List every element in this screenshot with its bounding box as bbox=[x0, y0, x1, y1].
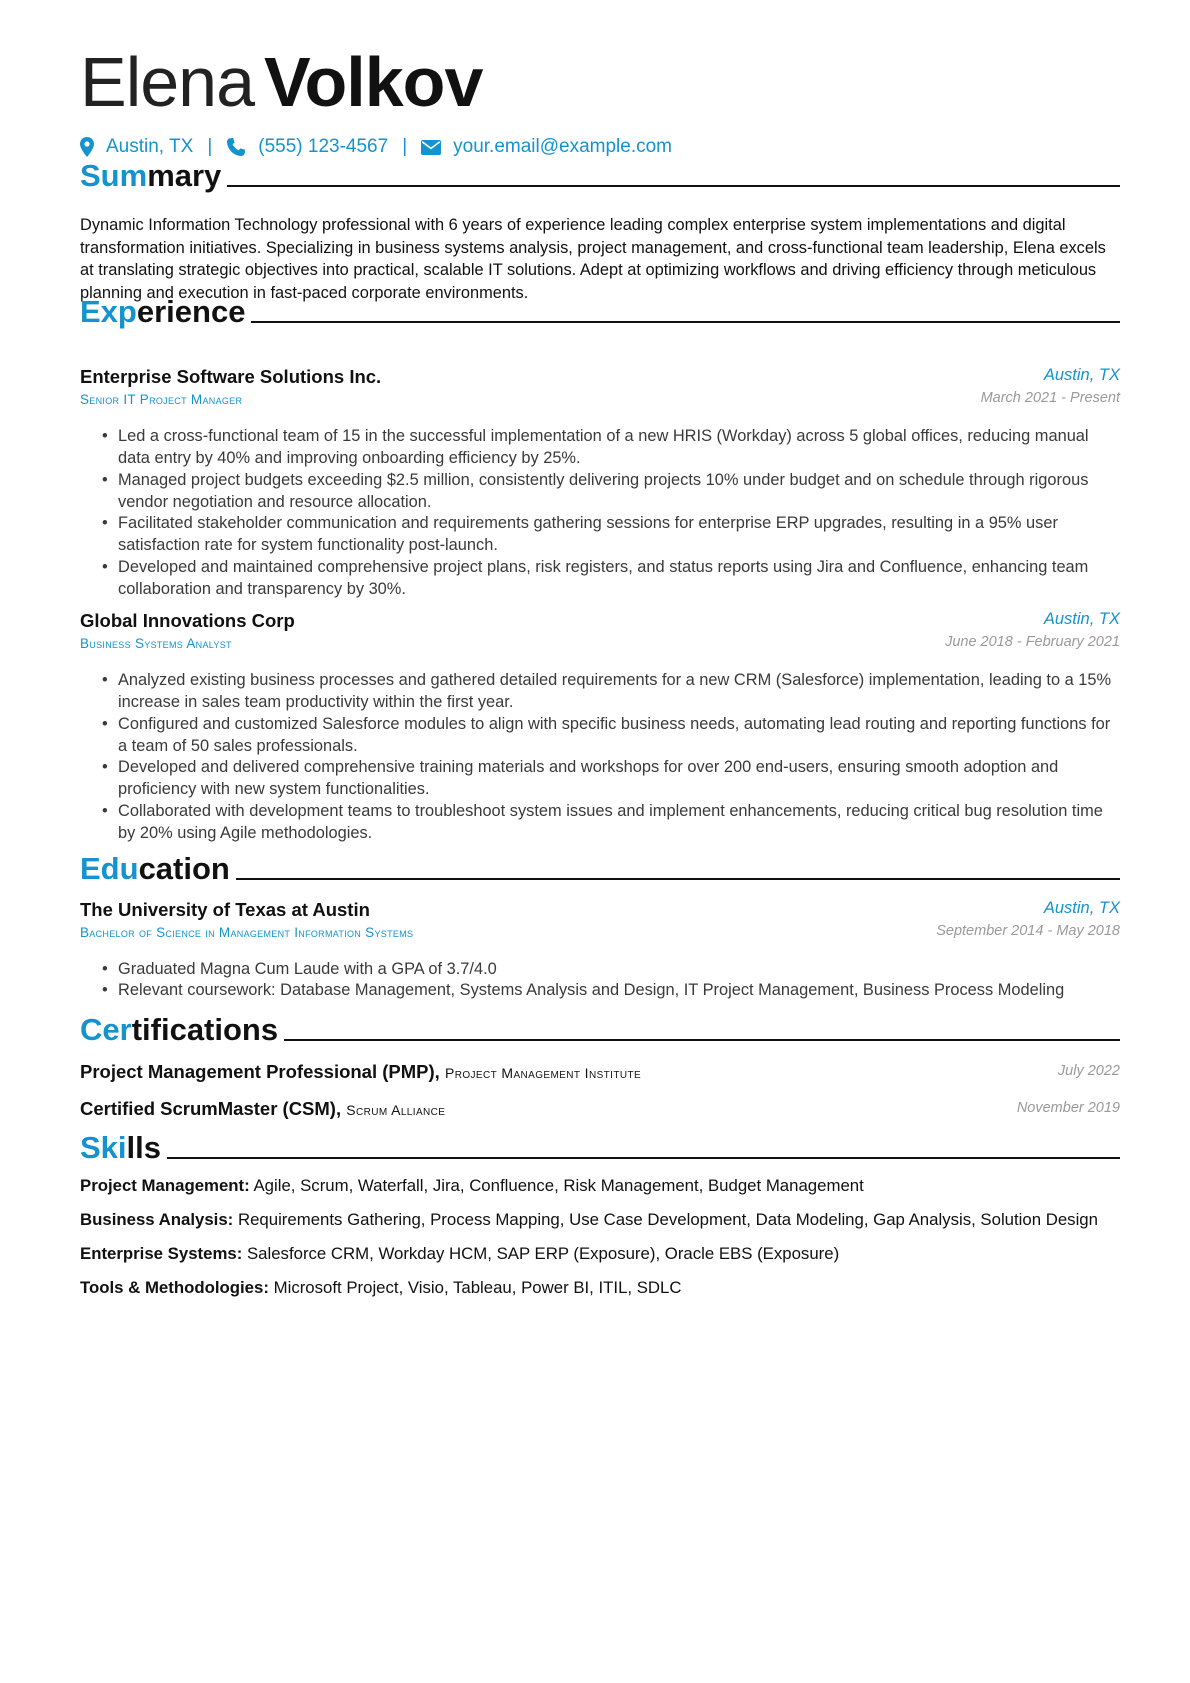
section-heading-education bbox=[80, 849, 1120, 889]
section-rule bbox=[227, 185, 1120, 187]
phone-icon bbox=[226, 137, 246, 157]
contact-separator: | bbox=[402, 136, 408, 157]
candidate-name bbox=[80, 42, 482, 122]
section-rule bbox=[236, 878, 1120, 880]
section-title-rest: cation bbox=[138, 851, 230, 886]
company-name: Enterprise Software Solutions Inc. bbox=[80, 366, 382, 387]
section-title bbox=[80, 1010, 278, 1050]
list-item: • Managed project budgets exceeding $2.5 million, consistently delivering projects 10% under budget and on schedule through rigorous vendor negotiation and resource allocation. bbox=[80, 469, 1120, 514]
list-item: • Configured and customized Salesforce modules to align with specific business needs, automating lead routing and reporting functions for a team of 50 sales professionals. bbox=[80, 713, 1120, 758]
location-text: Austin, TX bbox=[106, 136, 194, 157]
section-title-rest: lls bbox=[126, 1130, 161, 1165]
experience-bullets bbox=[80, 669, 1120, 843]
certification-item bbox=[80, 1061, 1120, 1087]
skill-row bbox=[80, 1278, 1120, 1298]
section-title-highlight: Exp bbox=[80, 294, 137, 329]
school-location: Austin, TX bbox=[1043, 899, 1120, 917]
education-bullets bbox=[80, 958, 1120, 1000]
skill-row bbox=[80, 1176, 1120, 1196]
phone-text: (555) 123-4567 bbox=[258, 136, 389, 157]
section-title-highlight: Cer bbox=[80, 1012, 132, 1047]
skill-label: Business Analysis: bbox=[80, 1210, 234, 1229]
section-title-rest: tifications bbox=[131, 1012, 279, 1047]
certification-date: July 2022 bbox=[1057, 1063, 1120, 1079]
job-location: Austin, TX bbox=[1043, 366, 1120, 384]
section-rule bbox=[251, 321, 1120, 323]
job-dates: March 2021 - Present bbox=[980, 390, 1120, 406]
last-name: Volkov bbox=[264, 43, 483, 121]
job-location: Austin, TX bbox=[1043, 610, 1120, 628]
certification-issuer: Scrum Alliance bbox=[346, 1102, 446, 1118]
certification-title: Certified ScrumMaster (CSM) bbox=[80, 1098, 336, 1119]
summary-text: Dynamic Information Technology professional with 6 years of experience leading complex enterprise system implementations and digital transformation initiatives. Specializing in business systems analysis, project management, and cross-functional team leadership, Elena excels at translating strategic objectives into practical, scalable IT solutions. Adept at optimizing workflows and driving efficiency through meticulous planning and execution in fast-paced corporate environments. bbox=[80, 216, 1106, 302]
skill-value: Salesforce CRM, Workday HCM, SAP ERP (Exposure), Oracle EBS (Exposure) bbox=[246, 1244, 840, 1263]
map-pin-icon bbox=[80, 137, 94, 157]
experience-bullets bbox=[80, 425, 1120, 599]
list-item: • Led a cross-functional team of 15 in the successful implementation of a new HRIS (Workday) across 5 global offices, reducing manual data entry by 40% and improving onboarding efficiency by 25%. bbox=[80, 425, 1120, 470]
section-heading-certifications bbox=[80, 1010, 1120, 1050]
list-item: • Facilitated stakeholder communication and requirements gathering sessions for enterprise ERP upgrades, resulting in a 95% user satisfaction rate for system functionality post-launch. bbox=[80, 512, 1120, 557]
certification-item bbox=[80, 1098, 1120, 1124]
skill-label: Enterprise Systems: bbox=[80, 1244, 243, 1263]
company-name: Global Innovations Corp bbox=[80, 610, 295, 631]
contact-phone[interactable] bbox=[226, 136, 388, 158]
degree: Bachelor of Science in Management Information Systems bbox=[80, 925, 414, 940]
list-item: • Relevant coursework: Database Management, Systems Analysis and Design, IT Project Management, Business Process Modeling bbox=[80, 979, 1120, 1001]
contact-separator: | bbox=[207, 136, 213, 157]
section-title-highlight: Edu bbox=[80, 851, 139, 886]
certification-title: Project Management Professional (PMP) bbox=[80, 1061, 435, 1082]
section-title-rest: mary bbox=[147, 158, 222, 193]
skill-row bbox=[80, 1244, 1120, 1264]
contact-email[interactable] bbox=[421, 136, 672, 158]
job-title: Business Systems Analyst bbox=[80, 636, 232, 651]
list-item: • Developed and maintained comprehensive project plans, risk registers, and status reports using Jira and Confluence, enhancing team collaboration and transparency by 30%. bbox=[80, 556, 1120, 601]
section-rule bbox=[167, 1157, 1120, 1159]
section-title bbox=[80, 292, 245, 332]
certification-name: Project Management Professional (PMP), Project Management Institute bbox=[80, 1061, 642, 1082]
skill-value: Agile, Scrum, Waterfall, Jira, Confluence, Risk Management, Budget Management bbox=[253, 1176, 864, 1195]
list-item: • Developed and delivered comprehensive training materials and workshops for over 200 end-users, ensuring smooth adoption and proficiency with new system functionalities. bbox=[80, 756, 1120, 801]
section-title-highlight: Sum bbox=[80, 158, 148, 193]
email-text: your.email@example.com bbox=[453, 136, 672, 157]
section-heading-experience bbox=[80, 292, 1120, 332]
skill-label: Project Management: bbox=[80, 1176, 250, 1195]
education-dates: September 2014 - May 2018 bbox=[936, 923, 1120, 939]
contact-location bbox=[80, 136, 193, 158]
skill-value: Microsoft Project, Visio, Tableau, Power BI, ITIL, SDLC bbox=[273, 1278, 682, 1297]
list-item: • Graduated Magna Cum Laude with a GPA of 3.7/4.0 bbox=[80, 958, 1120, 980]
school-name: The University of Texas at Austin bbox=[80, 899, 370, 920]
job-title: Senior IT Project Manager bbox=[80, 392, 243, 407]
list-item: • Collaborated with development teams to troubleshoot system issues and implement enhancements, reducing critical bug resolution time by 20% using Agile methodologies. bbox=[80, 800, 1120, 845]
list-item: • Analyzed existing business processes and gathered detailed requirements for a new CRM (Salesforce) implementation, leading to a 15% increase in sales team productivity within the first year. bbox=[80, 669, 1120, 714]
skill-value: Requirements Gathering, Process Mapping, Use Case Development, Data Modeling, Gap Analysis, Solution Design bbox=[237, 1210, 1098, 1229]
skill-label: Tools & Methodologies: bbox=[80, 1278, 269, 1297]
section-title bbox=[80, 849, 230, 889]
section-heading-summary bbox=[80, 156, 1120, 196]
section-title bbox=[80, 1128, 161, 1168]
first-name: Elena bbox=[80, 43, 255, 121]
section-title-rest: erience bbox=[136, 294, 246, 329]
certification-name: Certified ScrumMaster (CSM), Scrum Alliance bbox=[80, 1098, 446, 1119]
certification-date: November 2019 bbox=[1016, 1100, 1120, 1116]
section-title bbox=[80, 156, 221, 196]
skill-row bbox=[80, 1210, 1120, 1230]
job-dates: June 2018 - February 2021 bbox=[945, 634, 1120, 650]
section-heading-skills bbox=[80, 1128, 1120, 1168]
envelope-icon bbox=[421, 140, 441, 155]
certification-issuer: Project Management Institute bbox=[444, 1065, 642, 1081]
section-rule bbox=[284, 1039, 1120, 1041]
section-title-highlight: Ski bbox=[80, 1130, 127, 1165]
